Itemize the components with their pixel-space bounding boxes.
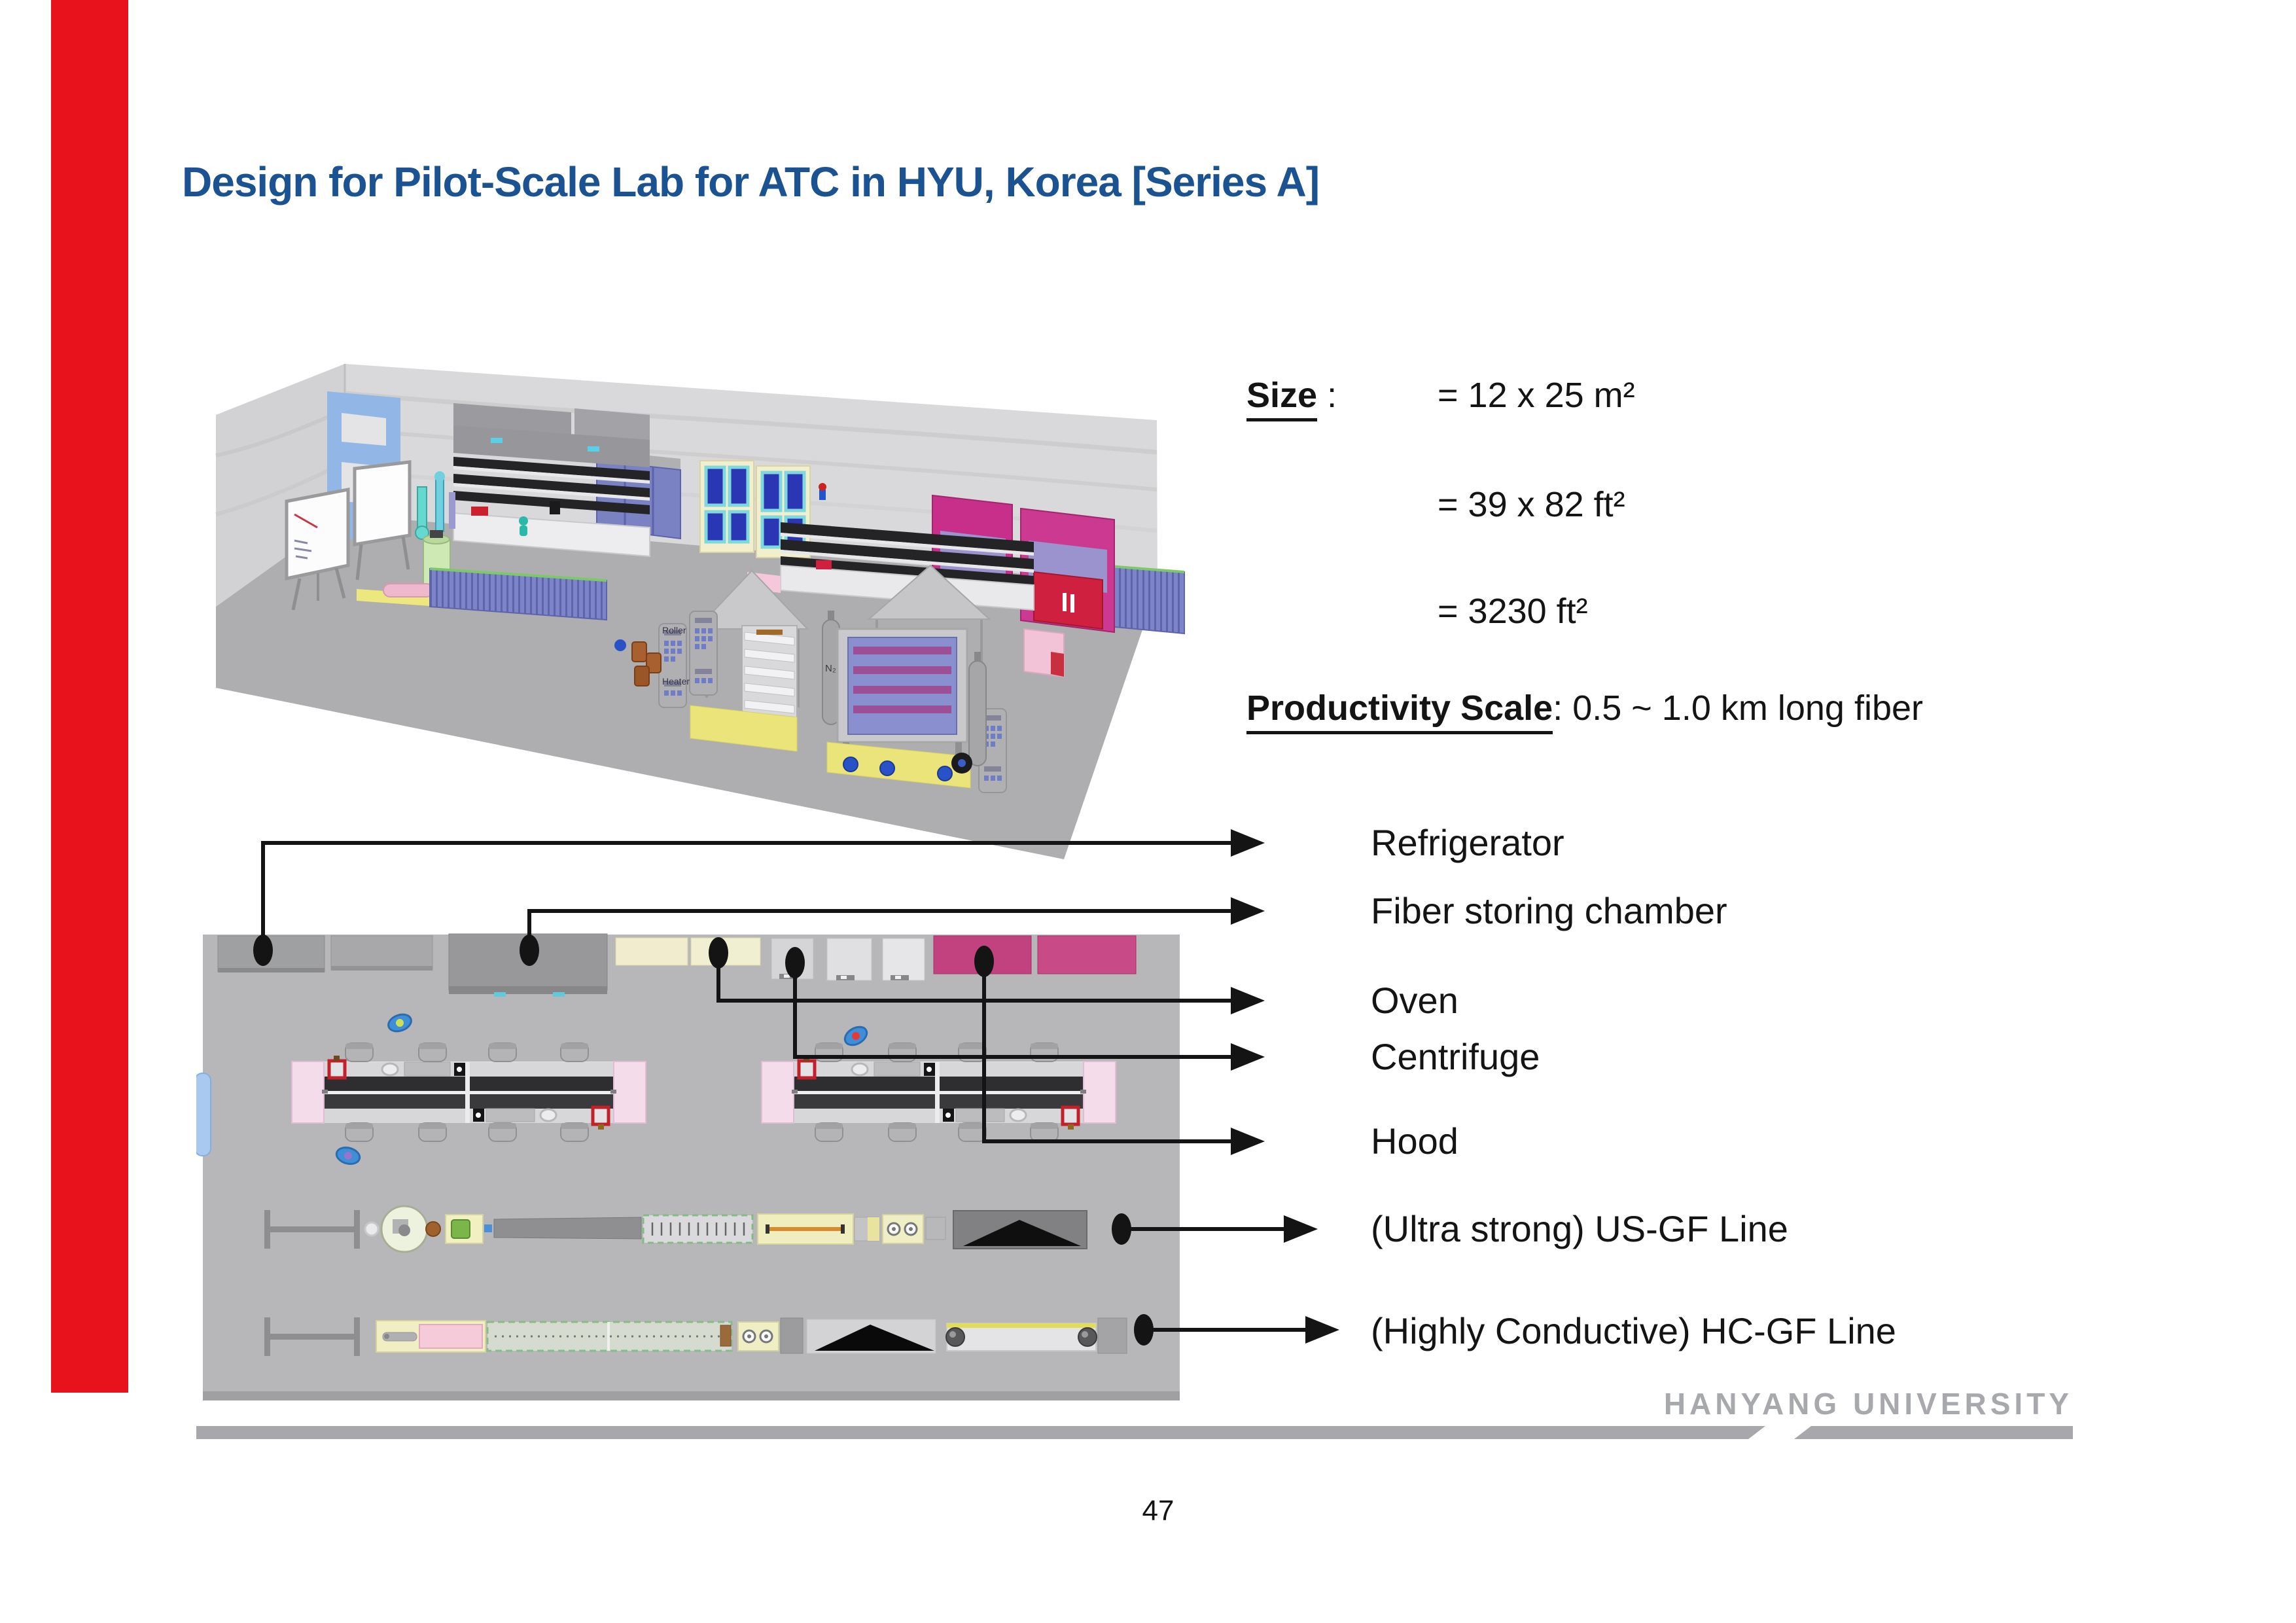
roller-heater-tower-1: [659, 624, 686, 707]
label-us-gf-line: (Ultra strong) US-GF Line: [1371, 1208, 1788, 1249]
label-hc-gf-line: (Highly Conductive) HC-GF Line: [1371, 1310, 1896, 1351]
footer-bar-left: [196, 1426, 1765, 1439]
size-label: Size: [1246, 376, 1317, 421]
productivity-row: [1246, 687, 1923, 730]
callout-arrowheads: [1231, 829, 1339, 1344]
label-us-gf-hood: Hood: [1371, 1120, 1458, 1162]
lab-3d-render: [196, 305, 1207, 863]
size-row: [1246, 374, 1337, 417]
n2-cylinder-2: [969, 652, 986, 766]
productivity-label: Productivity Scale: [1246, 688, 1553, 734]
label-centrifuge: Centrifuge: [1371, 1036, 1540, 1077]
floor-plan: [196, 805, 1374, 1414]
roller-heater-tower-2: [690, 611, 717, 695]
size-value-m2: = 12 x 25 m²: [1438, 376, 1635, 415]
page-title: Design for Pilot-Scale Lab for ATC in HYU, Korea [Series A]: [182, 158, 1320, 205]
magenta-cabinet-2: [1038, 936, 1136, 974]
roller-label: Roller: [662, 625, 686, 635]
university-logo: HANYANG UNIVERSITY: [1663, 1387, 2073, 1421]
label-oven: Oven: [1371, 980, 1458, 1021]
hc-gf-line: [264, 1317, 1127, 1356]
refrigerator-line: [263, 843, 1231, 950]
footer-bar-right: [1794, 1426, 2073, 1439]
n2-label: N₂: [825, 663, 836, 674]
label-refrigerator: Refrigerator: [1371, 822, 1564, 863]
page-number: 47: [1142, 1495, 1174, 1527]
fiber-winding-machine: [827, 629, 972, 788]
gray-cabinet-2: [331, 936, 433, 970]
glass-cabinet-1: [700, 461, 754, 552]
cream-cabinet-1: [616, 938, 688, 965]
productivity-value: : 0.5 ~ 1.0 km long fiber: [1553, 688, 1924, 728]
label-fiber-storing-chamber: Fiber storing chamber: [1371, 890, 1727, 931]
size-value-ft2: = 39 x 82 ft²: [1438, 485, 1625, 524]
size-colon: :: [1317, 376, 1337, 415]
size-value-total: = 3230 ft²: [1438, 592, 1588, 631]
light-cabinet-2: [827, 938, 872, 980]
heater-label: Heater: [662, 676, 690, 687]
plan-door: [196, 1073, 211, 1156]
pink-table-3d: [1024, 629, 1064, 677]
light-cabinet-3: [883, 938, 925, 980]
accent-bar: [51, 0, 128, 1393]
